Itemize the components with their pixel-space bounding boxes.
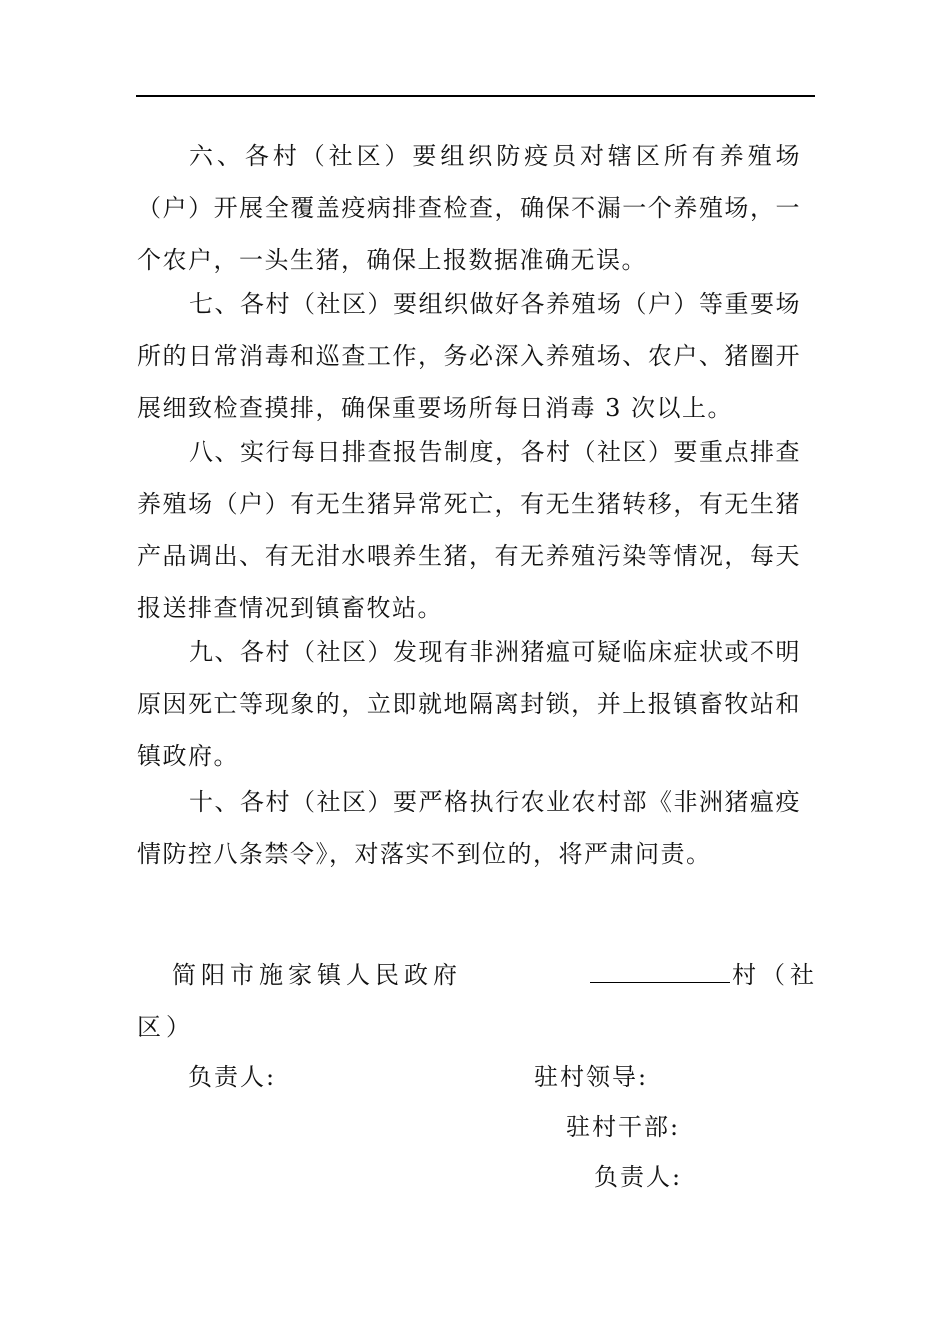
paragraph-7: 七、各村（社区）要组织做好各养殖场（户）等重要场所的日常消毒和巡查工作，务必深入养殖场、农户、猪圈开展细致检查摸排，确保重要场所每日消毒 3 次以上。	[137, 290, 801, 422]
village-name-blank	[590, 960, 730, 983]
paragraph-10: 十、各村（社区）要严格执行农业农村部《非洲猪瘟疫情防控八条禁令》，对落实不到位的，将严肃问责。	[137, 788, 801, 868]
signature-village-wrap: 区）	[137, 1013, 195, 1041]
signature-village	[590, 960, 819, 990]
paragraph-6: 六、各村（社区）要组织防疫员对辖区所有养殖场（户）开展全覆盖疫病排查检查，确保不漏一个养殖场，一个农户，一头生猪，确保上报数据准确无误。	[137, 142, 801, 274]
signature-government: 简阳市施家镇人民政府	[172, 961, 462, 989]
header-rule	[136, 95, 815, 97]
village-suffix: 村（社	[732, 961, 819, 989]
signature-village-cadre: 驻村干部:	[566, 1113, 681, 1141]
signature-responsible-left: 负责人:	[188, 1063, 277, 1091]
paragraph-9: 九、各村（社区）发现有非洲猪瘟可疑临床症状或不明原因死亡等现象的，立即就地隔离封锁，并上报镇畜牧站和镇政府。	[137, 638, 801, 770]
signature-village-leader: 驻村领导:	[534, 1063, 649, 1091]
signature-responsible-right: 负责人:	[594, 1163, 683, 1191]
paragraph-8: 八、实行每日排查报告制度，各村（社区）要重点排查养殖场（户）有无生猪异常死亡，有无生猪转移，有无生猪产品调出、有无泔水喂养生猪，有无养殖污染等情况，每天报送排查情况到镇畜牧站。	[137, 438, 801, 622]
